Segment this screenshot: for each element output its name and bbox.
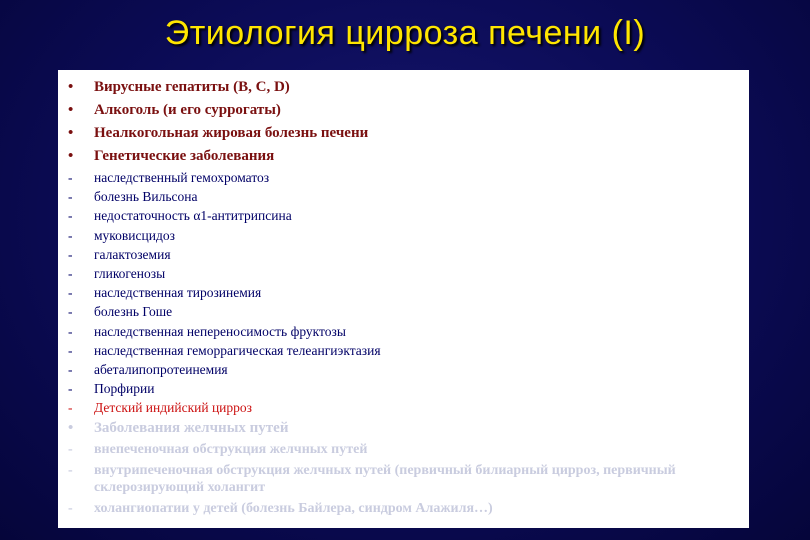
sub-item-text: внутрипеченочная обструкция желчных путей (первичный билиарный цирроз, первичный склерозирующий холангит — [94, 463, 676, 496]
dash-marker: - — [68, 189, 73, 205]
list-item-genetic — [68, 147, 739, 165]
sub-item-text: наследственный гемохроматоз — [94, 170, 270, 185]
sub-item-text: галактоземия — [94, 246, 171, 262]
sub-item — [68, 266, 739, 282]
list-item-nafld — [68, 124, 739, 142]
sub-item — [68, 343, 739, 359]
sub-item-text: наследственная тирозинемия — [94, 285, 262, 301]
sub-item — [68, 324, 739, 340]
dash-marker: - — [68, 342, 73, 358]
sub-item — [68, 208, 739, 224]
sub-item — [68, 228, 739, 244]
list-item-viral-hepatitis — [68, 78, 739, 96]
sub-item-faded — [68, 463, 739, 497]
etiology-list — [68, 78, 739, 518]
sub-item — [68, 170, 739, 186]
dash-marker: - — [68, 304, 73, 320]
dash-marker: - — [68, 246, 73, 262]
sub-item-text: муковисцидоз — [94, 227, 175, 243]
content-panel — [58, 70, 749, 528]
sub-item-text: наследственная геморрагическая телеангиэктазия — [94, 342, 381, 358]
dash-marker: - — [68, 500, 73, 516]
sub-item-text: Порфирии — [94, 381, 155, 397]
sub-item — [68, 362, 739, 378]
list-item-text: Генетические заболевания — [94, 148, 275, 164]
sub-item — [68, 381, 739, 397]
list-item-text: Алкоголь (и его суррогаты) — [94, 102, 281, 118]
sub-item-text: абеталипопротеинемия — [94, 361, 228, 377]
sub-item-text: наследственная непереносимость фруктозы — [94, 323, 346, 339]
sub-item-faded — [68, 501, 739, 518]
sub-item-faded — [68, 442, 739, 459]
bullet-marker: • — [68, 420, 74, 437]
dash-marker: - — [68, 170, 73, 185]
sub-item-text: гликогенозы — [94, 265, 166, 281]
bullet-marker: • — [68, 79, 74, 95]
dash-marker: - — [68, 285, 73, 301]
sub-item — [68, 304, 739, 320]
sub-item-text: холангиопатии у детей (болезнь Байлера, синдром Алажиля…) — [94, 500, 493, 516]
sub-item-text: болезнь Вильсона — [94, 189, 198, 205]
dash-marker: - — [68, 400, 73, 416]
dash-marker: - — [68, 463, 73, 479]
list-item-text: Неалкогольная жировая болезнь печени — [94, 125, 369, 141]
list-item-text: Заболевания желчных путей — [94, 420, 289, 437]
sub-item-text: недостаточность α1-антитрипсина — [94, 208, 292, 224]
bullet-marker: • — [68, 125, 74, 141]
sub-item — [68, 189, 739, 205]
dash-marker: - — [68, 381, 73, 397]
sub-item — [68, 285, 739, 301]
list-item-biliary — [68, 419, 739, 437]
dash-marker: - — [68, 227, 73, 243]
dash-marker: - — [68, 323, 73, 339]
list-item-text: Вирусные гепатиты (В, С, D) — [94, 79, 290, 95]
sub-item-text: болезнь Гоше — [94, 304, 173, 320]
sub-item-text: Детский индийский цирроз — [94, 400, 252, 416]
sub-item — [68, 247, 739, 263]
slide-title: Этиология цирроза печени (I) — [164, 14, 646, 52]
dash-marker: - — [68, 208, 73, 224]
sub-item-highlighted — [68, 400, 739, 416]
list-item-alcohol — [68, 101, 739, 119]
dash-marker: - — [68, 361, 73, 377]
bullet-marker: • — [68, 102, 74, 118]
sub-item-text: внепеченочная обструкция желчных путей — [94, 442, 368, 458]
dash-marker: - — [68, 442, 73, 458]
bullet-marker: • — [68, 148, 74, 164]
dash-marker: - — [68, 265, 73, 281]
